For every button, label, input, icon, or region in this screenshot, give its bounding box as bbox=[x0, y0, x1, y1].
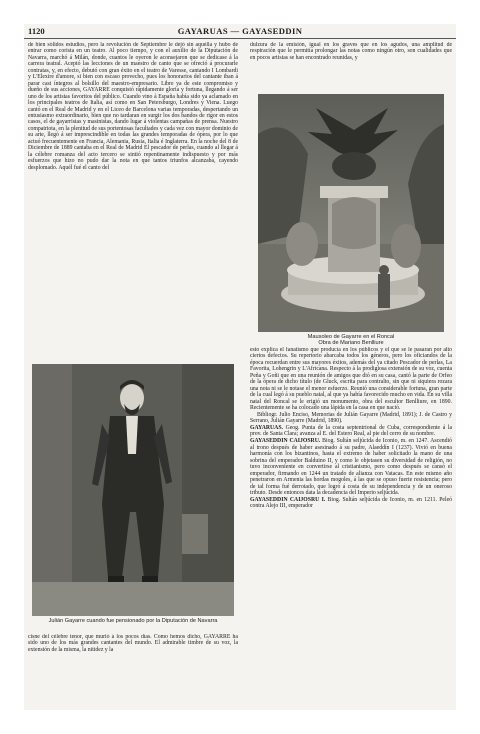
portrait-caption-text: Julián Gayarre cuando fue pensionado por la Diputación de Navarra bbox=[48, 618, 218, 624]
mausoleum-caption-line-1: Mausoleo de Gayarre en el Roncal bbox=[307, 334, 395, 340]
entry-gayaseddin-caijosru-head: GAYASEDDIN CAIJOSRU. bbox=[250, 438, 321, 445]
entry-gayaseddin-caijosru-body: Biog. Sultán seljúcida de Iconio, m. en 1247. Ascendió al trono después de haber asesinado á su padre, Alaeddín I (1237). Vivió en buena harmonía con los bizantinos, hasta el extremo de haber solicitado la mano de una sobrina del emperador Balduino II, y como le objetasen su diversidad de religión, no tuvo inconveniente en convertirse al cristianismo, pero como después se cansó el emperador, firmando en 1244 un tratado de alianza con Vatacas. En este mismo año penetraron en Armenia las hordas mogoles, á las que se opuso fuerte resistencia; pero de tal forma fué derrotado, que logró á costa de su independencia y de un oneroso tributo. Desde entonces data la decadencia del Imperio seljúcida. bbox=[250, 438, 452, 496]
mausoleum-caption-line-2: Obra de Mariano Benlliure bbox=[318, 340, 384, 347]
portrait-caption bbox=[32, 618, 234, 624]
right-column-main-text bbox=[250, 347, 452, 677]
entry-gayaseddin-caijosru bbox=[250, 438, 452, 496]
page-header bbox=[24, 25, 456, 37]
gayarre-voice-paragraph: cisne del célebre tenor, que murió á los pocos días. Como hemos dicho, GAYARRE ha sido uno de los más grandes cantantes del mundo. El admirable timbre de su voz, la extensión de la misma, la nitidez y la bbox=[28, 634, 238, 653]
right-column-top-text bbox=[250, 42, 452, 92]
entry-gayaruas bbox=[250, 425, 452, 438]
voice-qualities-paragraph: dulzura de la emisión, igual en los graves que en los agudos, una amplitud de respiración que le permitía prolongar las notas como ningún otro, son cualidades que en pocos artistas se han encontrado reunidas, y bbox=[250, 42, 452, 61]
mausoleum-caption bbox=[250, 334, 452, 347]
mausoleum-photo bbox=[258, 94, 444, 332]
gayarre-portrait-photo bbox=[32, 364, 234, 616]
entry-gayaseddin-caijosru-i-body: Biog. Sultán seljúcida de Iconio, m. en 1211. Peleó contra Alejo III, emperador bbox=[250, 496, 452, 510]
portrait-illustration bbox=[32, 364, 234, 616]
header-rule bbox=[24, 38, 456, 39]
repertoire-paragraph: esto explica el fanatismo que producía en los públicos y el que se le pasaran por alto ciertos defectos. Su repertorio abarcaba todos los géneros, pero los oficiandos de la época recuerdan entre sus mayores éxitos, además del ya citado Pescador de perlas, La Favorita, Lohengrin y L'Africana. Respecto á la prodigiosa extensión de su voz, cuenta Peña y Goñi que en una reunión de amigos que dió en su casa, cantó la parte de Orfeo de la ópera de dicho título (de Gluck, escrita para contralto, sin que ni siquiera rozara una nota ni se le notase el menor esfuerzo. Reunió una considerable fortuna, gran parte de la cual legó á su pueblo natal, al que ya había favorecido mucho en vida. En su villa natal del Roncal se le erigió un monumento, obra del escultor Benlliure, en 1890. Recientemente se ha colocado una lápida en la casa en que nació. bbox=[250, 347, 452, 412]
page-running-title: GAYARUAS — GAYASEDDIN bbox=[177, 26, 303, 36]
bibliography-paragraph: Bibliogr. Julio Enciso, Memorias de Julián Gayarre (Madrid, 1891); J. de Castro y Serrano, Julián Gayarre (Madrid, 1890). bbox=[250, 411, 452, 424]
page-number: 1120 bbox=[28, 26, 45, 36]
encyclopedia-page bbox=[24, 24, 456, 710]
left-column-bottom-text bbox=[28, 634, 238, 662]
entry-gayaseddin-caijosru-i-head: GAYASEDDIN CAIJOSRU I. bbox=[250, 496, 326, 503]
mausoleum-illustration bbox=[258, 94, 444, 332]
left-column-top-text bbox=[28, 42, 238, 360]
entry-gayaruas-head: GAYARUAS. bbox=[250, 424, 283, 431]
entry-gayaruas-body: Geog. Punta de la costa septentrional de Cuba, correspondiente á la prov. de Santa Clara; avanza al E. del Estero Real, al pie del cerro de su nombre. bbox=[250, 424, 452, 438]
gayarre-biography-paragraph: de bien sólidos estudios, pero la revolución de Septiembre le dejó sin aquélla y hubo de entrar como corista en un teatro. Al poco tiempo, y con el auxilio de la Diputación de Navarra, marchó á Milán, donde, cuantos le oyeron le aconsejaron que se dedicase á la carrera teatral. Aceptó las lecciones de un maestro de canto que se ofreció á procurarle contratas, y, en efecto, debutó con gran éxito en el teatro de Varesse, cantando I Lombardi y L'Elexire d'amore, si bien con escaso provecho, pues los honorarios del cantante iban á parar casi íntegros al bolsillo del maestro-empresario. Libre ya de este compromiso y dueño de sus acciones, GAYARRE conquistó rápidamente gloria y fortuna, llegando á ser uno de los artistas favoritos del público. Cuando vino á España había sido ya aclamado en los principales teatros de Italia, así como en San Petersburgo, Londres y Viena. Luego cantó en el Real de Madrid y en el Liceo de Barcelona varias temporadas, despertando un entusiasmo extraordinario, bien que no tardaran en surgir los dos bandos de rigor en estos casos, el de gayarristas y masinistas, dando lugar á violentas campañas de prensa. Nuestro compatriota, en la plenitud de sus portentosas facultades y cada vez con mayor dominio de su arte, llegó á ser imprescindible en todas las grandes temporadas de ópera, por lo que actuó frecuentemente en Francia, Alemania, Rusia, Italia é Inglaterra. En la noche del 8 de Diciembre de 1889 cantaba en el Real de Madrid El pescador de perlas, cuando al llegar á la célebre romanza del acto tercero se sintió repentinamente indispuesto y por más esfuerzos que hizo no pudo dar la nota en que tantos triunfos alcanzaba, cayendo desplomado. Aquél fué el canto del bbox=[28, 42, 238, 171]
entry-gayaseddin-caijosru-i bbox=[250, 497, 452, 510]
